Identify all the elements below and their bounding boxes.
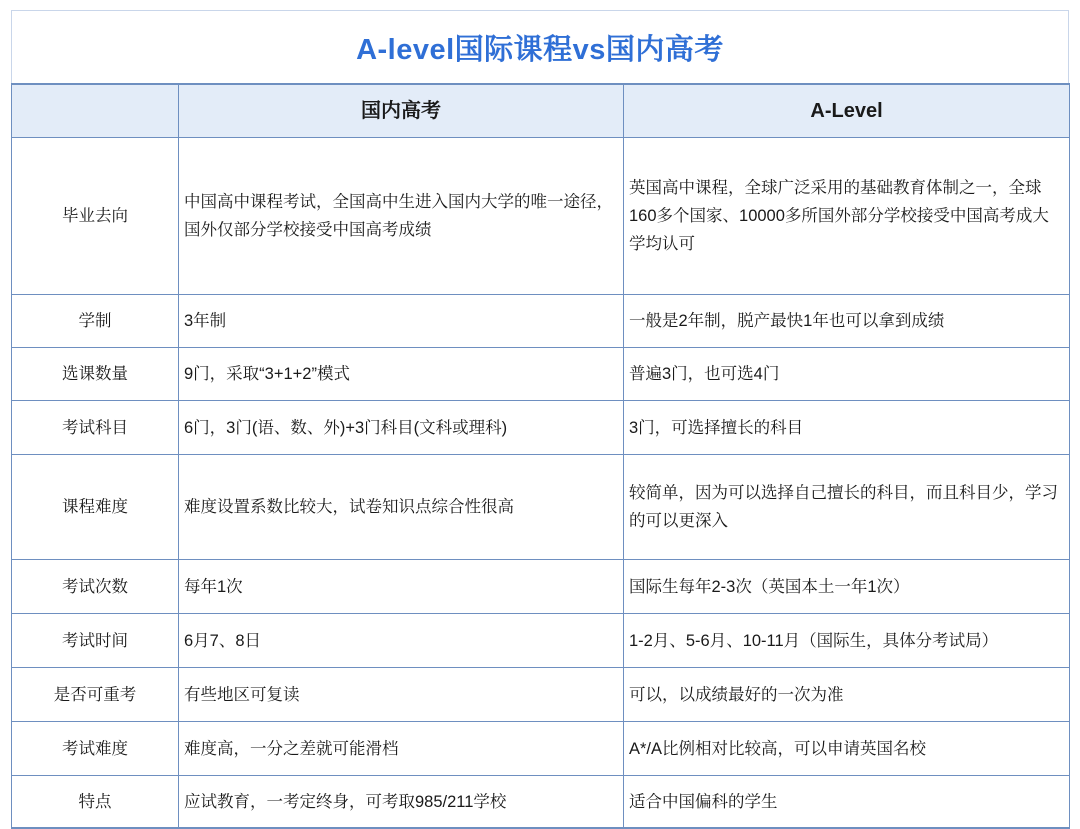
header-blank: [12, 84, 179, 138]
alevel-cell: 可以，以成绩最好的一次为准: [624, 668, 1070, 722]
gaokao-cell: 难度高，一分之差就可能滑档: [179, 722, 624, 776]
gaokao-cell: 中国高中课程考试，全国高中生进入国内大学的唯一途径，国外仅部分学校接受中国高考成绩: [179, 138, 624, 295]
alevel-cell: 英国高中课程，全球广泛采用的基础教育体制之一，全球160多个国家、10000多所国外部分学校接受中国高考成大学均认可: [624, 138, 1070, 295]
alevel-cell: 国际生每年2-3次（英国本土一年1次）: [624, 560, 1070, 614]
table-row: [12, 668, 1070, 722]
table-row: [12, 560, 1070, 614]
table-row: [12, 401, 1070, 455]
gaokao-cell: 6月7、8日: [179, 614, 624, 668]
gaokao-cell: 应试教育，一考定终身，可考取985/211学校: [179, 776, 624, 829]
alevel-cell: 较简单，因为可以选择自己擅长的科目，而且科目少，学习的可以更深入: [624, 455, 1070, 560]
table-row: [12, 614, 1070, 668]
alevel-cell: 适合中国偏科的学生: [624, 776, 1070, 829]
gaokao-cell: 有些地区可复读: [179, 668, 624, 722]
table-row: [12, 455, 1070, 560]
row-label: 课程难度: [12, 455, 179, 560]
row-label: 考试科目: [12, 401, 179, 455]
alevel-cell: A*/A比例相对比较高，可以申请英国名校: [624, 722, 1070, 776]
gaokao-cell: 9门，采取“3+1+2”模式: [179, 348, 624, 401]
gaokao-cell: 3年制: [179, 295, 624, 348]
row-label: 考试时间: [12, 614, 179, 668]
row-label: 考试次数: [12, 560, 179, 614]
gaokao-cell: 每年1次: [179, 560, 624, 614]
header-gaokao: 国内高考: [179, 84, 624, 138]
alevel-cell: 1-2月、5-6月、10-11月（国际生，具体分考试局）: [624, 614, 1070, 668]
row-label: 选课数量: [12, 348, 179, 401]
row-label: 学制: [12, 295, 179, 348]
table-row: [12, 722, 1070, 776]
alevel-cell: 一般是2年制，脱产最快1年也可以拿到成绩: [624, 295, 1070, 348]
comparison-table: [11, 83, 1070, 829]
row-label: 是否可重考: [12, 668, 179, 722]
table-row: [12, 295, 1070, 348]
row-label: 特点: [12, 776, 179, 829]
alevel-cell: 3门，可选择擅长的科目: [624, 401, 1070, 455]
title-bar: [11, 10, 1069, 83]
row-label: 考试难度: [12, 722, 179, 776]
gaokao-cell: 6门，3门(语、数、外)+3门科目(文科或理科): [179, 401, 624, 455]
table-row: [12, 138, 1070, 295]
table-row: [12, 348, 1070, 401]
header-alevel: A-Level: [624, 84, 1070, 138]
alevel-cell: 普遍3门，也可选4门: [624, 348, 1070, 401]
table-row: [12, 776, 1070, 829]
page-title: A-level国际课程vs国内高考: [356, 33, 724, 66]
row-label: 毕业去向: [12, 138, 179, 295]
table-header-row: [12, 84, 1070, 138]
gaokao-cell: 难度设置系数比较大，试卷知识点综合性很高: [179, 455, 624, 560]
